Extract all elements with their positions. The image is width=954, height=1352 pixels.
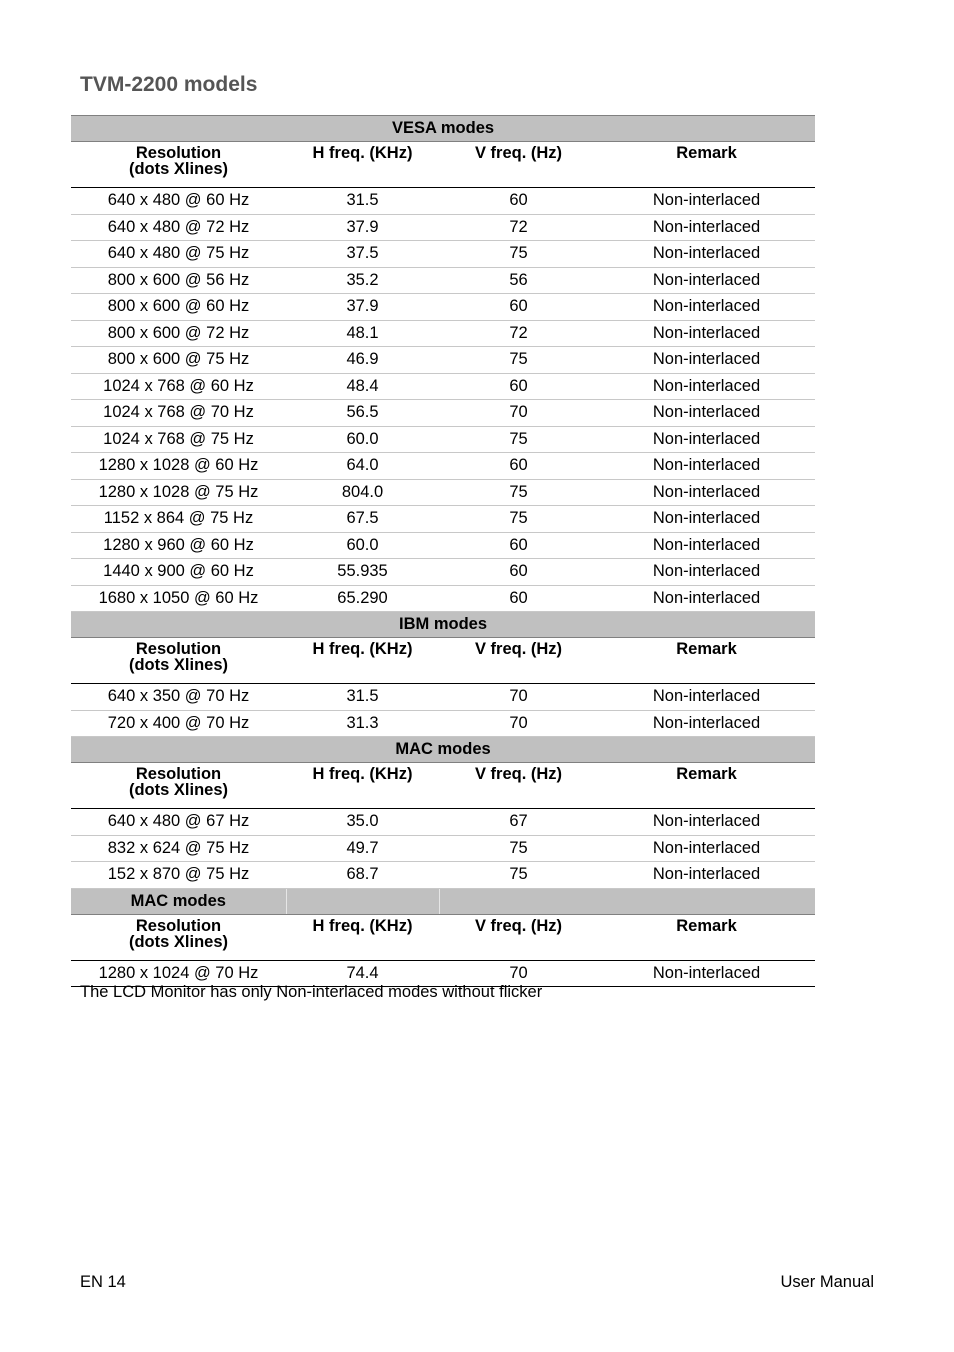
cell-resolution: 720 x 400 @ 70 Hz (71, 710, 286, 737)
column-header-remark: Remark (598, 914, 815, 960)
cell-resolution: 1280 x 960 @ 60 Hz (71, 532, 286, 559)
cell-vfreq: 60 (439, 532, 598, 559)
cell-vfreq: 60 (439, 294, 598, 321)
section-heading-row (71, 116, 815, 142)
column-header-resolution-line1: Resolution (135, 640, 222, 658)
cell-hfreq: 68.7 (286, 862, 439, 889)
cell-hfreq: 55.935 (286, 559, 439, 586)
cell-hfreq: 31.5 (286, 188, 439, 215)
cell-resolution: 800 x 600 @ 56 Hz (71, 267, 286, 294)
column-header-resolution-line2: (dots Xlines) (128, 656, 228, 674)
cell-vfreq: 70 (439, 960, 598, 987)
table-row (71, 809, 815, 836)
cell-resolution: 1280 x 1028 @ 75 Hz (71, 479, 286, 506)
table-row (71, 835, 815, 862)
cell-resolution: 1152 x 864 @ 75 Hz (71, 506, 286, 533)
cell-hfreq: 31.3 (286, 710, 439, 737)
column-header-resolution (71, 142, 286, 188)
table-row (71, 862, 815, 889)
cell-resolution: 640 x 350 @ 70 Hz (71, 684, 286, 711)
column-header-row (71, 914, 815, 960)
cell-remark: Non-interlaced (598, 862, 815, 889)
column-header-resolution-line2: (dots Xlines) (128, 160, 228, 178)
cell-remark: Non-interlaced (598, 585, 815, 612)
cell-vfreq: 60 (439, 453, 598, 480)
cell-vfreq: 60 (439, 559, 598, 586)
table-row (71, 453, 815, 480)
cell-remark: Non-interlaced (598, 960, 815, 987)
column-header-hfreq: H freq. (KHz) (286, 914, 439, 960)
cell-vfreq: 70 (439, 400, 598, 427)
cell-remark: Non-interlaced (598, 267, 815, 294)
column-header-row (71, 142, 815, 188)
manual-label: User Manual (780, 1273, 874, 1291)
cell-vfreq: 75 (439, 479, 598, 506)
cell-vfreq: 67 (439, 809, 598, 836)
cell-remark: Non-interlaced (598, 479, 815, 506)
cell-vfreq: 60 (439, 373, 598, 400)
cell-remark: Non-interlaced (598, 835, 815, 862)
cell-vfreq: 60 (439, 585, 598, 612)
section-heading: MAC modes (71, 888, 286, 914)
cell-remark: Non-interlaced (598, 347, 815, 374)
cell-resolution: 1280 x 1028 @ 60 Hz (71, 453, 286, 480)
section-heading-row (71, 888, 815, 914)
cell-vfreq: 75 (439, 241, 598, 268)
cell-vfreq: 60 (439, 188, 598, 215)
column-header-resolution (71, 763, 286, 809)
column-header-row (71, 638, 815, 684)
cell-vfreq: 75 (439, 835, 598, 862)
cell-remark: Non-interlaced (598, 294, 815, 321)
column-header-vfreq: V freq. (Hz) (439, 142, 598, 188)
column-header-hfreq: H freq. (KHz) (286, 638, 439, 684)
cell-resolution: 1024 x 768 @ 60 Hz (71, 373, 286, 400)
cell-hfreq: 37.5 (286, 241, 439, 268)
table-row (71, 294, 815, 321)
cell-remark: Non-interlaced (598, 684, 815, 711)
table-row (71, 400, 815, 427)
cell-resolution: 800 x 600 @ 72 Hz (71, 320, 286, 347)
cell-resolution: 640 x 480 @ 67 Hz (71, 809, 286, 836)
cell-hfreq: 37.9 (286, 294, 439, 321)
cell-remark: Non-interlaced (598, 214, 815, 241)
cell-remark: Non-interlaced (598, 559, 815, 586)
cell-remark: Non-interlaced (598, 453, 815, 480)
table-row (71, 684, 815, 711)
cell-vfreq: 75 (439, 426, 598, 453)
cell-vfreq: 75 (439, 862, 598, 889)
cell-resolution: 1280 x 1024 @ 70 Hz (71, 960, 286, 987)
section-heading-row (71, 737, 815, 763)
table-row (71, 320, 815, 347)
cell-hfreq: 35.2 (286, 267, 439, 294)
cell-remark: Non-interlaced (598, 809, 815, 836)
table-row (71, 506, 815, 533)
cell-resolution: 832 x 624 @ 75 Hz (71, 835, 286, 862)
section-heading: VESA modes (71, 116, 815, 142)
table-row (71, 559, 815, 586)
flicker-note: The LCD Monitor has only Non-interlaced modes without flicker (80, 983, 543, 1001)
cell-hfreq: 56.5 (286, 400, 439, 427)
column-header-hfreq: H freq. (KHz) (286, 142, 439, 188)
column-header-vfreq: V freq. (Hz) (439, 638, 598, 684)
cell-hfreq: 67.5 (286, 506, 439, 533)
column-header-resolution-line2: (dots Xlines) (128, 932, 228, 951)
cell-hfreq: 74.4 (286, 960, 439, 987)
column-header-row (71, 763, 815, 809)
table-row (71, 585, 815, 612)
section-heading-blank (286, 888, 439, 914)
cell-resolution: 640 x 480 @ 75 Hz (71, 241, 286, 268)
table-row (71, 214, 815, 241)
cell-hfreq: 48.1 (286, 320, 439, 347)
column-header-resolution-line1: Resolution (135, 144, 222, 162)
cell-vfreq: 56 (439, 267, 598, 294)
cell-remark: Non-interlaced (598, 426, 815, 453)
cell-hfreq: 49.7 (286, 835, 439, 862)
cell-remark: Non-interlaced (598, 188, 815, 215)
cell-hfreq: 60.0 (286, 426, 439, 453)
cell-vfreq: 75 (439, 347, 598, 374)
cell-resolution: 640 x 480 @ 72 Hz (71, 214, 286, 241)
cell-resolution: 1024 x 768 @ 70 Hz (71, 400, 286, 427)
cell-hfreq: 46.9 (286, 347, 439, 374)
table-row (71, 479, 815, 506)
cell-hfreq: 48.4 (286, 373, 439, 400)
table-row (71, 710, 815, 737)
cell-hfreq: 60.0 (286, 532, 439, 559)
cell-remark: Non-interlaced (598, 373, 815, 400)
cell-resolution: 152 x 870 @ 75 Hz (71, 862, 286, 889)
section-heading-blank (439, 888, 815, 914)
cell-resolution: 800 x 600 @ 60 Hz (71, 294, 286, 321)
cell-resolution: 1024 x 768 @ 75 Hz (71, 426, 286, 453)
cell-resolution: 800 x 600 @ 75 Hz (71, 347, 286, 374)
column-header-resolution-line1: Resolution (135, 916, 222, 935)
cell-resolution: 1680 x 1050 @ 60 Hz (71, 585, 286, 612)
cell-remark: Non-interlaced (598, 400, 815, 427)
table-row (71, 373, 815, 400)
section-heading: IBM modes (71, 612, 815, 638)
page-title: TVM-2200 models (80, 73, 258, 96)
cell-vfreq: 75 (439, 506, 598, 533)
cell-remark: Non-interlaced (598, 506, 815, 533)
column-header-hfreq: H freq. (KHz) (286, 763, 439, 809)
column-header-remark: Remark (598, 763, 815, 809)
column-header-resolution-line2: (dots Xlines) (128, 781, 228, 799)
table-row (71, 241, 815, 268)
cell-resolution: 640 x 480 @ 60 Hz (71, 188, 286, 215)
cell-remark: Non-interlaced (598, 320, 815, 347)
column-header-vfreq: V freq. (Hz) (439, 763, 598, 809)
table-row (71, 426, 815, 453)
cell-vfreq: 70 (439, 684, 598, 711)
cell-remark: Non-interlaced (598, 241, 815, 268)
cell-vfreq: 72 (439, 214, 598, 241)
cell-vfreq: 72 (439, 320, 598, 347)
cell-hfreq: 37.9 (286, 214, 439, 241)
cell-remark: Non-interlaced (598, 532, 815, 559)
page-number: EN 14 (80, 1273, 126, 1291)
cell-hfreq: 64.0 (286, 453, 439, 480)
table-row (71, 267, 815, 294)
column-header-resolution-line1: Resolution (135, 765, 222, 783)
cell-hfreq: 35.0 (286, 809, 439, 836)
column-header-vfreq: V freq. (Hz) (439, 914, 598, 960)
table-row (71, 188, 815, 215)
table-row (71, 532, 815, 559)
cell-hfreq: 804.0 (286, 479, 439, 506)
cell-hfreq: 31.5 (286, 684, 439, 711)
timing-modes-body (71, 116, 815, 987)
cell-remark: Non-interlaced (598, 710, 815, 737)
timing-modes-table (71, 115, 815, 987)
column-header-resolution (71, 638, 286, 684)
cell-hfreq: 65.290 (286, 585, 439, 612)
cell-vfreq: 70 (439, 710, 598, 737)
column-header-remark: Remark (598, 638, 815, 684)
column-header-resolution (71, 914, 286, 960)
section-heading-row (71, 612, 815, 638)
section-heading: MAC modes (71, 737, 815, 763)
table-row (71, 347, 815, 374)
column-header-remark: Remark (598, 142, 815, 188)
cell-resolution: 1440 x 900 @ 60 Hz (71, 559, 286, 586)
